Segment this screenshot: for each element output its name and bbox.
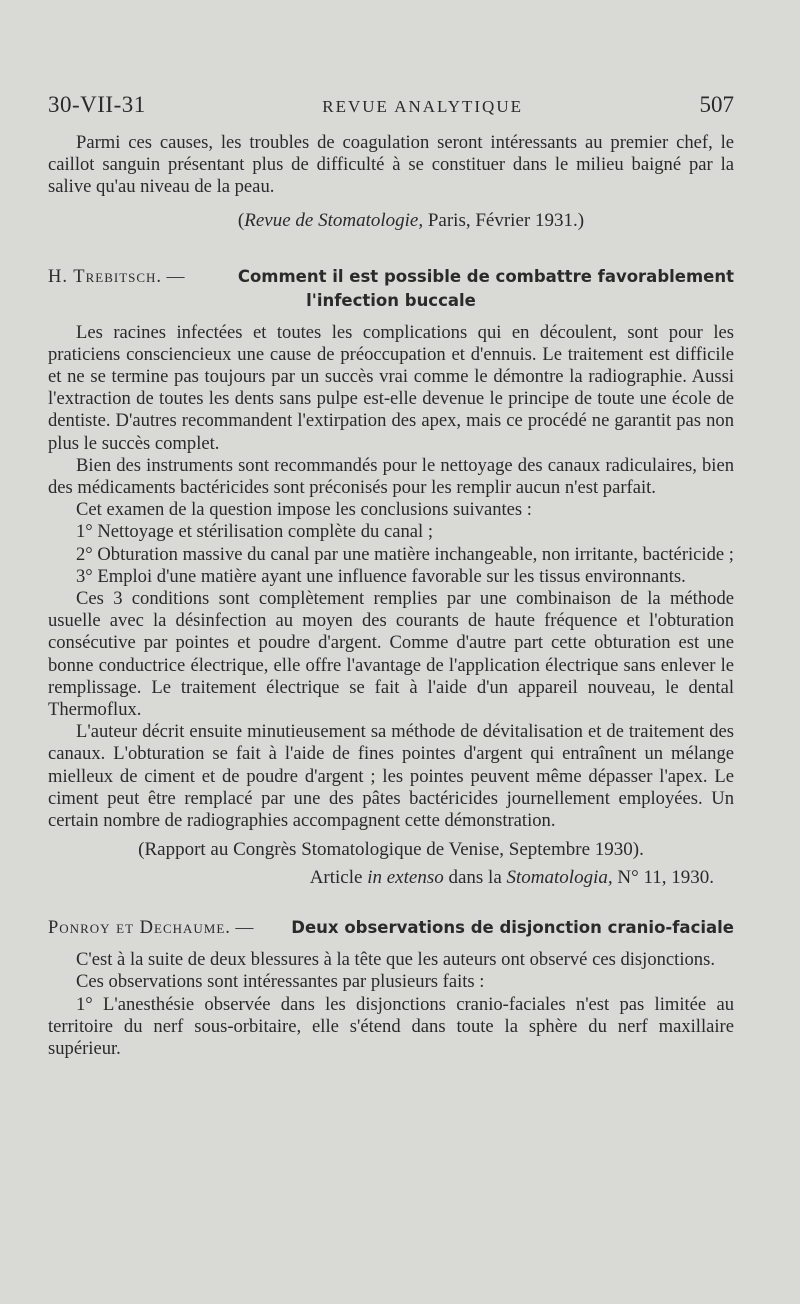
article2-title: Deux observations de disjonction cranio-faciale	[291, 918, 734, 938]
article2-list-item: 1° L'anesthésie observée dans les disjonctions cranio-faciales n'est pas limitée au territoire du nerf sous-orbitaire, elle s'étend dans toute la sphère du nerf maxillaire supérieur.	[48, 993, 734, 1060]
article1-citation-article: Article in extenso dans la Stomatologia, N° 11, 1930.	[309, 867, 714, 889]
article1-paragraph: Bien des instruments sont recommandés pour le nettoyage des canaux radiculaires, bien des médicaments bactéricides sont préconisés pour les remplir aucun n'est parfait.	[48, 454, 734, 499]
article2-paragraph: C'est à la suite de deux blessures à la tête que les auteurs ont observé ces disjonctions.	[76, 949, 715, 971]
article1-list-item: 3° Emploi d'une matière ayant une influence favorable sur les tissus environnants.	[76, 565, 686, 587]
article1-list-item: 1° Nettoyage et stérilisation complète du canal ;	[76, 521, 433, 543]
article1-author: H. Trebitsch.	[48, 266, 163, 287]
article2-heading: Ponroy et Dechaume. — Deux observations de disjonction cranio-faciale	[48, 917, 734, 939]
running-head	[48, 92, 734, 118]
article1-heading: H. Trebitsch. — Comment il est possible de combattre favorablement l'infection buccale	[48, 265, 734, 310]
article1-paragraph: Ces 3 conditions sont complètement remplies par une combinaison de la méthode usuelle avec la désinfection au moyen des courants de haute fréquence et l'obturation consécutive par pointes et poudre d'argent. Comme d'autre part cette obturation est une bonne conductrice électrique, elle offre l'avantage de l'application électrique sans enlever le remplissage. Le traitement électrique se fait à l'aide d'un appareil nouveau, le dental Thermoflux.	[48, 588, 734, 721]
issue-date: 30-VII-31	[48, 92, 146, 117]
page-number: 507	[699, 92, 734, 117]
article2-paragraph: Ces observations sont intéressantes par plusieurs faits :	[76, 971, 485, 993]
article1-title-line1: Comment il est possible de combattre favorablement	[237, 266, 734, 286]
intro-citation: (Revue de Stomatologie, Paris, Février 1931.)	[237, 209, 585, 231]
article1-paragraph: Cet examen de la question impose les conclusions suivantes :	[76, 499, 532, 521]
article2-authors: Ponroy et Dechaume.	[48, 918, 231, 939]
article1-title-line2: l'infection buccale	[306, 290, 476, 310]
article1-citation-congress: (Rapport au Congrès Stomatologique de Venise, Septembre 1930).	[138, 839, 644, 861]
intro-paragraph: Parmi ces causes, les troubles de coagulation seront intéressants au premier chef, le caillot sanguin présentant plus de difficulté à se constituer dans le milieu baigné par la salive qu'au niveau de la peau.	[48, 132, 734, 198]
article1-paragraph: Les racines infectées et toutes les complications qui en découlent, sont pour les praticiens consciencieux une cause de préoccupation et d'ennuis. Le traitement est difficile et ne se termine pas toujours par un succès vrai comme le démontre la radiographie. Aussi l'extraction de toutes les dents sans pulpe est-elle devenue le principe de toute une école de dentiste. D'autres recommandent l'extirpation des apex, mais ce procédé ne garantit pas non plus le succès complet.	[48, 321, 734, 454]
article1-paragraph: L'auteur décrit ensuite minutieusement sa méthode de dévitalisation et de traitement des canaux. L'obturation se fait à l'aide de fines pointes d'argent qui entraînent un mélange mielleux de ciment et de poudre d'argent ; les pointes peuvent même dépasser l'apex. Le ciment peut être remplacé par une des pâtes bactéricides journellement employées. Un certain nombre de radiographies accompagnent cette démonstration.	[48, 721, 734, 832]
journal-section-title: REVUE ANALYTIQUE	[322, 97, 523, 116]
article1-list-item: 2° Obturation massive du canal par une matière inchangeable, non irritante, bactéricide ;	[76, 543, 734, 565]
